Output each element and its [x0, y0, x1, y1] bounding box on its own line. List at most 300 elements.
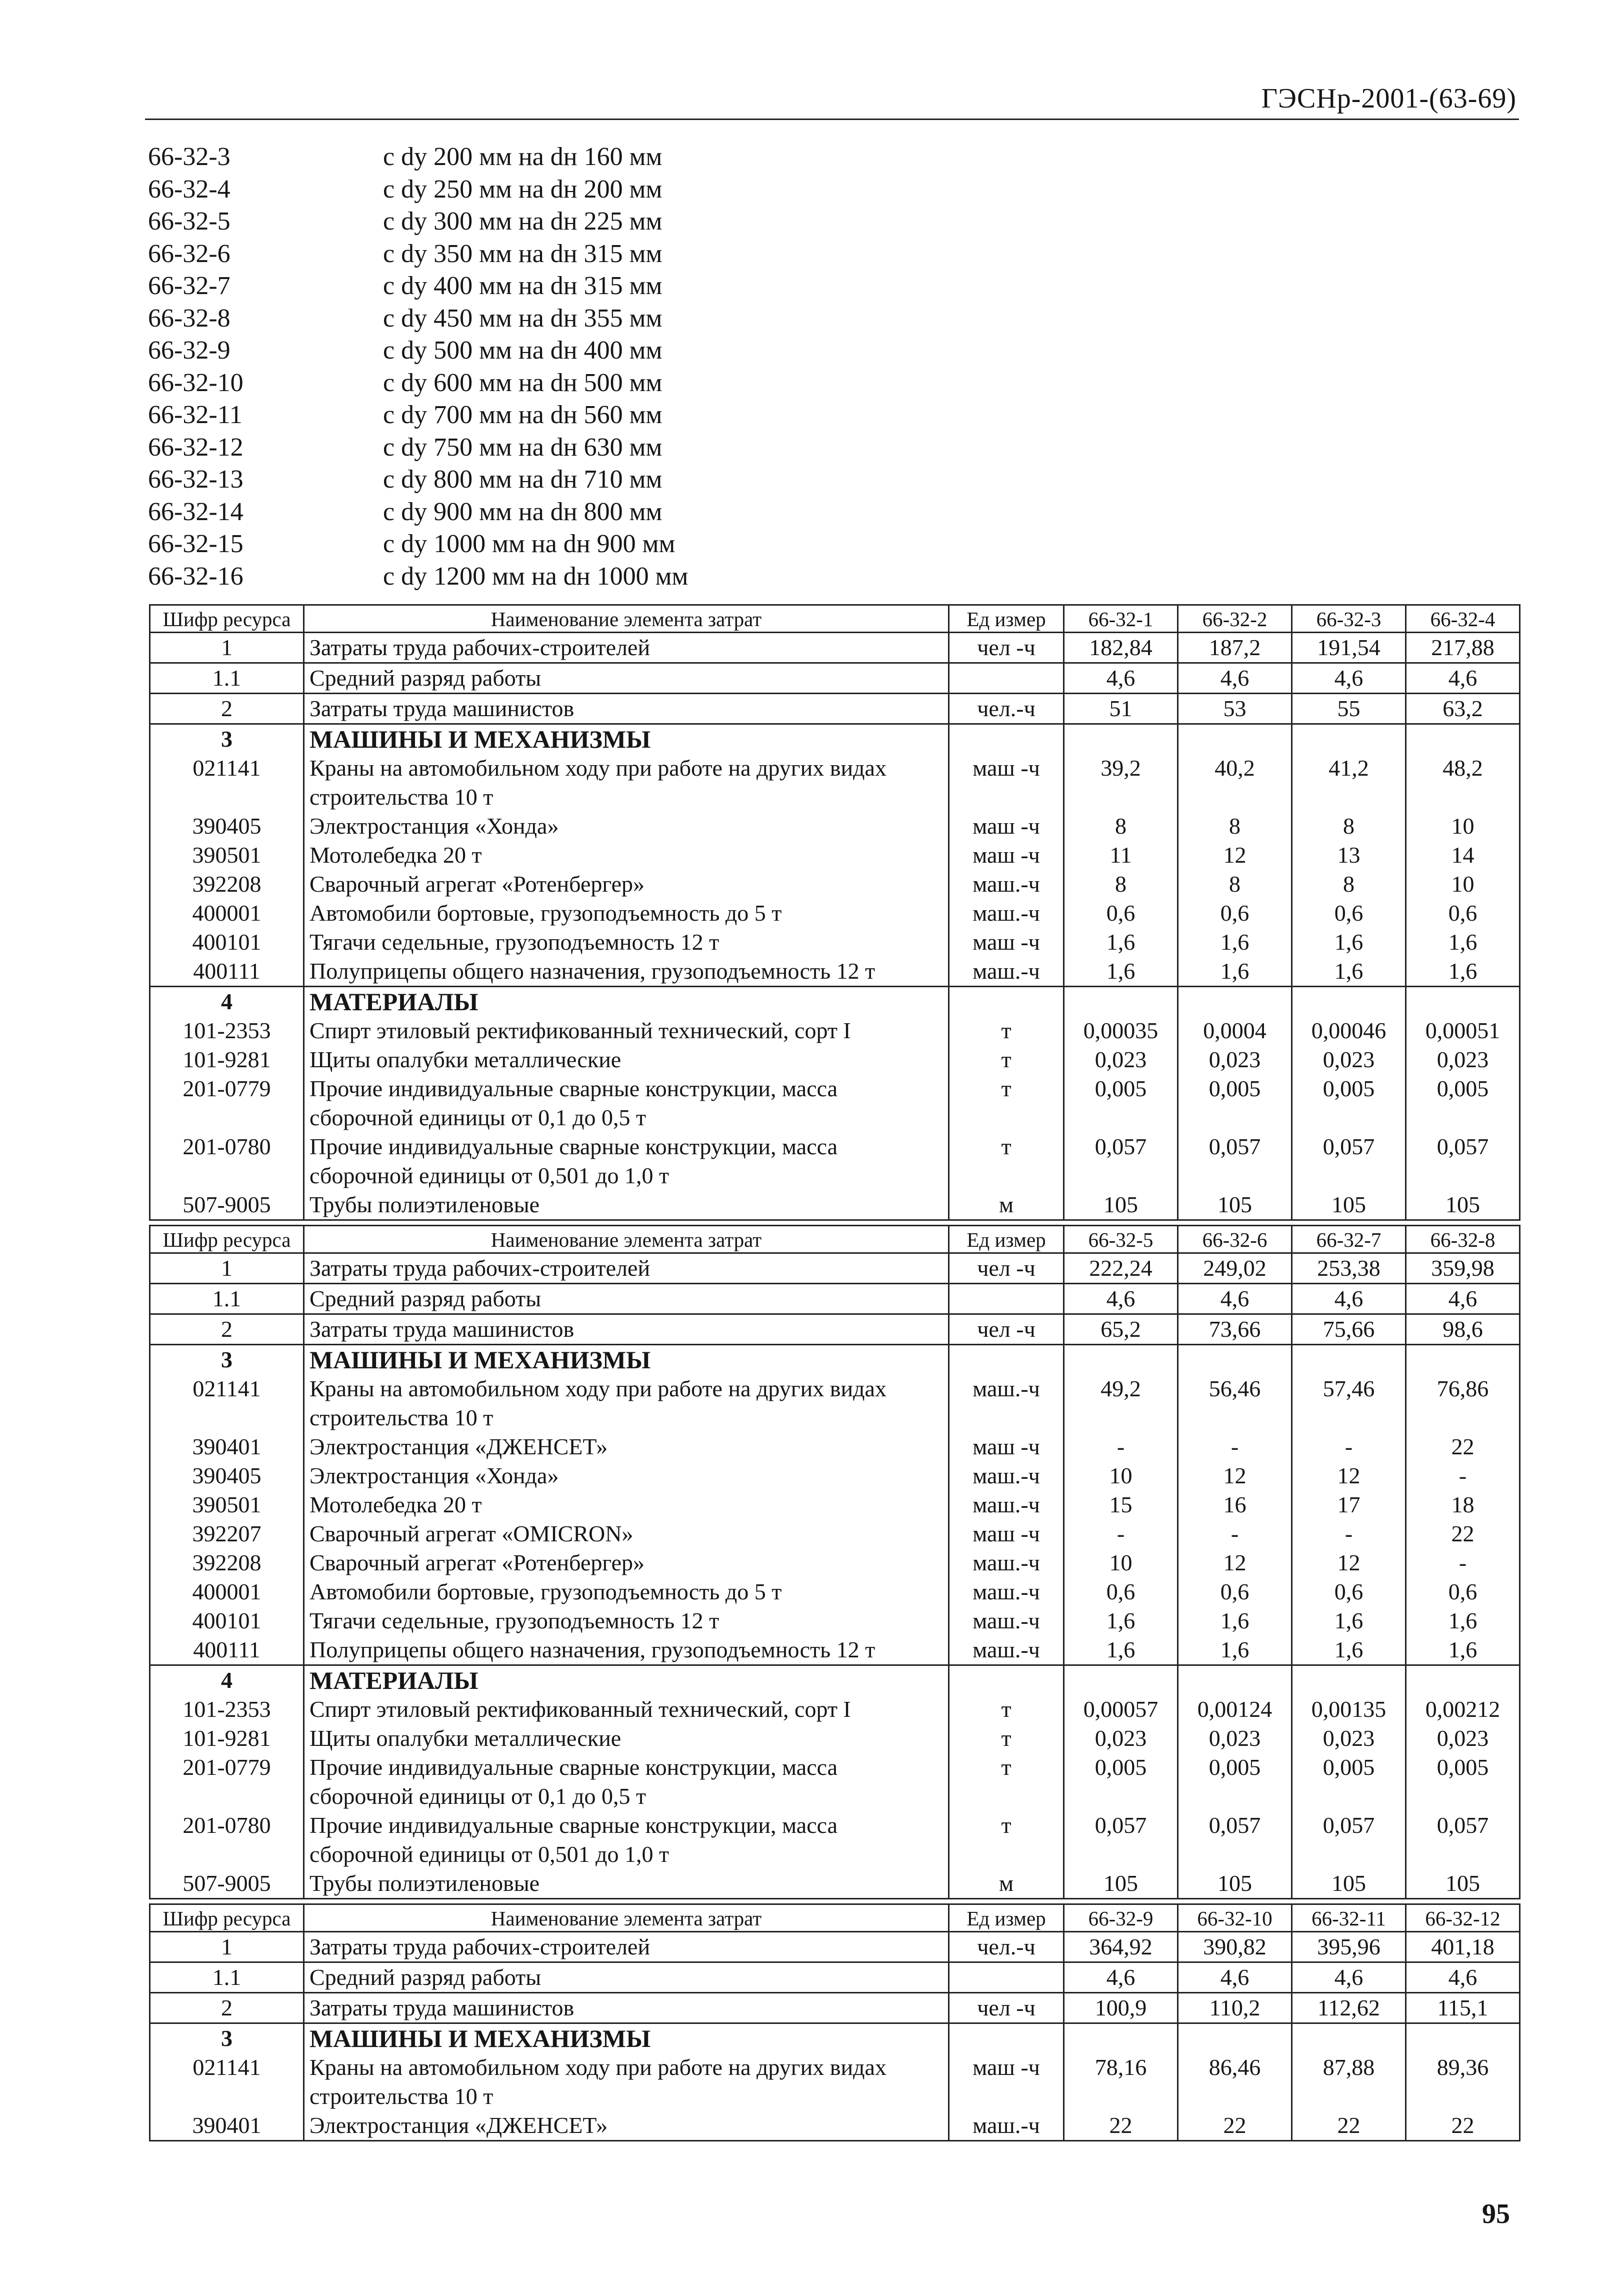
value-cell: 86,46 [1178, 2053, 1292, 2111]
value-cell: 0,00046 [1292, 1016, 1406, 1045]
value-cell: 16 [1178, 1490, 1292, 1519]
resource-code-cell: 400111 [150, 957, 304, 987]
value-cell: 18 [1406, 1490, 1520, 1519]
value-cell: 0,057 [1064, 1811, 1178, 1869]
table-row [150, 2111, 1520, 2141]
resource-name-cell: Электростанция «Хонда» [304, 1461, 949, 1490]
resource-name-cell: Затраты труда машинистов [304, 1993, 949, 2023]
header-cell: 66-32-1 [1064, 605, 1178, 633]
value-cell: 1,6 [1406, 1635, 1520, 1665]
value-cell: 110,2 [1178, 1993, 1292, 2023]
value-cell [1406, 2023, 1520, 2053]
value-cell: 0,005 [1406, 1753, 1520, 1811]
table-row [150, 899, 1520, 928]
table-row [150, 1869, 1520, 1899]
resource-table-2 [149, 1225, 1520, 1899]
code-list-item [148, 141, 688, 174]
resource-name-cell: Средний разряд работы [304, 663, 949, 694]
resource-code-cell: 392208 [150, 870, 304, 899]
value-cell: 0,00035 [1064, 1016, 1178, 1045]
unit-cell: т [949, 1045, 1064, 1074]
value-cell [1406, 987, 1520, 1017]
value-cell: 8 [1064, 870, 1178, 899]
code-list-code: 66-32-16 [148, 562, 244, 591]
resource-code-cell: 101-9281 [150, 1045, 304, 1074]
value-cell: 1,6 [1064, 928, 1178, 957]
table-row [150, 1932, 1520, 1962]
unit-cell: маш -ч [949, 928, 1064, 957]
value-cell: 78,16 [1064, 2053, 1178, 2111]
resource-code-cell: 400001 [150, 1577, 304, 1606]
table-row [150, 1753, 1520, 1811]
code-list-item [148, 528, 688, 561]
value-cell: 14 [1406, 841, 1520, 870]
table-body [150, 1932, 1520, 2141]
resource-name-cell: Автомобили бортовые, грузоподъемность до 5 т [304, 1577, 949, 1606]
value-cell: 1,6 [1178, 928, 1292, 957]
value-cell: 0,023 [1406, 1045, 1520, 1074]
header-cell: Ед измер [949, 1226, 1064, 1253]
value-cell: 10 [1406, 870, 1520, 899]
value-cell: 39,2 [1064, 754, 1178, 812]
value-cell: 22 [1064, 2111, 1178, 2141]
code-list-desc: с dу 200 мм на dн 160 мм [383, 143, 662, 171]
resource-code-cell: 1.1 [150, 1962, 304, 1993]
table-row [150, 633, 1520, 663]
table-row [150, 1577, 1520, 1606]
code-list [148, 141, 688, 593]
unit-cell [949, 1284, 1064, 1314]
header-cell: 66-32-12 [1406, 1904, 1520, 1932]
resource-code-cell: 201-0779 [150, 1753, 304, 1811]
resource-code-cell: 4 [150, 987, 304, 1017]
code-list-item [148, 206, 688, 238]
value-cell: 217,88 [1406, 633, 1520, 663]
value-cell: 76,86 [1406, 1374, 1520, 1432]
resource-name-cell: Краны на автомобильном ходу при работе на других видах строительства 10 т [304, 2053, 949, 2111]
table-row [150, 2053, 1520, 2111]
value-cell: 0,00124 [1178, 1695, 1292, 1724]
unit-cell: т [949, 1016, 1064, 1045]
code-list-desc: с dу 1000 мм на dн 900 мм [383, 530, 676, 558]
value-cell: 0,6 [1292, 899, 1406, 928]
value-cell: 0,005 [1292, 1753, 1406, 1811]
code-list-code: 66-32-10 [148, 368, 244, 397]
table-row [150, 1190, 1520, 1220]
unit-cell: чел.-ч [949, 1932, 1064, 1962]
resource-name-cell: Краны на автомобильном ходу при работе на других видах строительства 10 т [304, 754, 949, 812]
value-cell: 401,18 [1406, 1932, 1520, 1962]
document-code: ГЭСНр-2001-(63-69) [1261, 83, 1516, 114]
table-row [150, 1548, 1520, 1577]
table-body [150, 633, 1520, 1220]
resource-code-cell: 201-0780 [150, 1811, 304, 1869]
value-cell: 105 [1292, 1869, 1406, 1899]
code-list-item [148, 367, 688, 400]
unit-cell: маш.-ч [949, 957, 1064, 987]
code-list-desc: с dу 700 мм на dн 560 мм [383, 401, 662, 429]
unit-cell: маш -ч [949, 754, 1064, 812]
header-cell: Шифр ресурса [150, 1226, 304, 1253]
value-cell: 0,057 [1406, 1811, 1520, 1869]
value-cell: 8 [1064, 812, 1178, 841]
unit-cell: маш.-ч [949, 2111, 1064, 2141]
header-cell: 66-32-6 [1178, 1226, 1292, 1253]
section-title-cell: МАШИНЫ И МЕХАНИЗМЫ [304, 2023, 949, 2053]
value-cell: 0,057 [1292, 1811, 1406, 1869]
resource-name-cell: Краны на автомобильном ходу при работе на других видах строительства 10 т [304, 1374, 949, 1432]
page-number: 95 [1482, 2198, 1510, 2229]
value-cell: 249,02 [1178, 1253, 1292, 1284]
resource-name-cell: Мотолебедка 20 т [304, 841, 949, 870]
value-cell: 8 [1292, 812, 1406, 841]
resource-code-cell: 392208 [150, 1548, 304, 1577]
resource-code-cell: 390405 [150, 812, 304, 841]
resource-name-cell: Средний разряд работы [304, 1962, 949, 1993]
value-cell [1292, 1345, 1406, 1375]
value-cell [1178, 1665, 1292, 1695]
value-cell: 8 [1178, 812, 1292, 841]
value-cell: 0,023 [1178, 1724, 1292, 1753]
resource-name-cell: Спирт этиловый ректификованный технический, сорт I [304, 1016, 949, 1045]
value-cell: - [1292, 1519, 1406, 1548]
value-cell: 1,6 [1292, 928, 1406, 957]
table-row [150, 928, 1520, 957]
value-cell: 1,6 [1292, 1635, 1406, 1665]
table-row [150, 1374, 1520, 1432]
resource-code-cell: 1 [150, 1253, 304, 1284]
value-cell: 11 [1064, 841, 1178, 870]
value-cell: 0,023 [1406, 1724, 1520, 1753]
table-row [150, 1314, 1520, 1345]
value-cell: 1,6 [1406, 928, 1520, 957]
unit-cell: маш.-ч [949, 1635, 1064, 1665]
value-cell [1292, 1665, 1406, 1695]
resource-code-cell: 507-9005 [150, 1869, 304, 1899]
code-list-item [148, 303, 688, 335]
table-row [150, 2023, 1520, 2053]
table-body [150, 1253, 1520, 1899]
header-cell: Шифр ресурса [150, 605, 304, 633]
header-cell: 66-32-9 [1064, 1904, 1178, 1932]
resource-name-cell: Сварочный агрегат «OMICRON» [304, 1519, 949, 1548]
resource-code-cell: 507-9005 [150, 1190, 304, 1220]
unit-cell [949, 724, 1064, 754]
value-cell: 1,6 [1064, 957, 1178, 987]
value-cell: - [1406, 1461, 1520, 1490]
table-header-row [150, 1904, 1520, 1932]
unit-cell: т [949, 1695, 1064, 1724]
table-row [150, 1606, 1520, 1635]
resource-code-cell: 021141 [150, 754, 304, 812]
value-cell: 4,6 [1064, 1962, 1178, 1993]
value-cell: 8 [1178, 870, 1292, 899]
value-cell: 12 [1292, 1548, 1406, 1577]
unit-cell: чел -ч [949, 1993, 1064, 2023]
resource-code-cell: 400001 [150, 899, 304, 928]
value-cell: 1,6 [1064, 1606, 1178, 1635]
value-cell: 49,2 [1064, 1374, 1178, 1432]
unit-cell [949, 1665, 1064, 1695]
resource-name-cell: Прочие индивидуальные сварные конструкции, масса сборочной единицы от 0,501 до 1,0 т [304, 1811, 949, 1869]
resource-name-cell: Сварочный агрегат «Ротенбергер» [304, 870, 949, 899]
resource-code-cell: 390401 [150, 1432, 304, 1461]
value-cell: 57,46 [1292, 1374, 1406, 1432]
value-cell: 4,6 [1292, 1284, 1406, 1314]
code-list-desc: с dу 350 мм на dн 315 мм [383, 239, 662, 268]
code-list-desc: с dу 900 мм на dн 800 мм [383, 497, 662, 526]
code-list-code: 66-32-5 [148, 207, 230, 236]
value-cell: 53 [1178, 694, 1292, 724]
header-cell: 66-32-10 [1178, 1904, 1292, 1932]
resource-code-cell: 4 [150, 1665, 304, 1695]
value-cell: 4,6 [1178, 663, 1292, 694]
code-list-code: 66-32-6 [148, 239, 230, 268]
value-cell [1064, 1345, 1178, 1375]
resource-name-cell: Мотолебедка 20 т [304, 1490, 949, 1519]
code-list-desc: с dу 750 мм на dн 630 мм [383, 433, 662, 462]
value-cell: 253,38 [1292, 1253, 1406, 1284]
table-row [150, 1432, 1520, 1461]
resource-name-cell: Трубы полиэтиленовые [304, 1869, 949, 1899]
value-cell: 0,023 [1292, 1045, 1406, 1074]
unit-cell [949, 1345, 1064, 1375]
resource-name-cell: Полуприцепы общего назначения, грузоподъемность 12 т [304, 1635, 949, 1665]
table-row [150, 841, 1520, 870]
value-cell: - [1064, 1519, 1178, 1548]
value-cell: 115,1 [1406, 1993, 1520, 2023]
table-row [150, 1695, 1520, 1724]
resource-name-cell: Спирт этиловый ректификованный технический, сорт I [304, 1695, 949, 1724]
section-title-cell: МАШИНЫ И МЕХАНИЗМЫ [304, 724, 949, 754]
resource-code-cell: 021141 [150, 2053, 304, 2111]
table-row [150, 870, 1520, 899]
value-cell: 8 [1292, 870, 1406, 899]
code-list-desc: с dу 500 мм на dн 400 мм [383, 336, 662, 365]
value-cell: 0,023 [1178, 1045, 1292, 1074]
table-row [150, 812, 1520, 841]
code-list-item [148, 432, 688, 464]
value-cell: 0,6 [1064, 1577, 1178, 1606]
unit-cell: маш -ч [949, 812, 1064, 841]
value-cell: - [1406, 1548, 1520, 1577]
value-cell: 0,6 [1178, 1577, 1292, 1606]
value-cell: 22 [1178, 2111, 1292, 2141]
table-header-row [150, 605, 1520, 633]
value-cell: 73,66 [1178, 1314, 1292, 1345]
header-cell: Наименование элемента затрат [304, 1226, 949, 1253]
code-list-desc: с dу 400 мм на dн 315 мм [383, 272, 662, 300]
value-cell: 105 [1292, 1190, 1406, 1220]
table-row [150, 724, 1520, 754]
value-cell: 0,00212 [1406, 1695, 1520, 1724]
value-cell: 390,82 [1178, 1932, 1292, 1962]
value-cell: 0,005 [1178, 1753, 1292, 1811]
resource-table-3 [149, 1903, 1520, 2141]
section-title-cell: МАТЕРИАЛЫ [304, 1665, 949, 1695]
resource-name-cell: Сварочный агрегат «Ротенбергер» [304, 1548, 949, 1577]
value-cell: 4,6 [1064, 1284, 1178, 1314]
value-cell: 51 [1064, 694, 1178, 724]
table-row [150, 987, 1520, 1017]
header-cell: 66-32-5 [1064, 1226, 1178, 1253]
header-cell: 66-32-7 [1292, 1226, 1406, 1253]
resource-name-cell: Прочие индивидуальные сварные конструкции, масса сборочной единицы от 0,1 до 0,5 т [304, 1074, 949, 1132]
resource-name-cell: Средний разряд работы [304, 1284, 949, 1314]
value-cell: 0,023 [1064, 1045, 1178, 1074]
resource-name-cell: Затраты труда машинистов [304, 1314, 949, 1345]
resource-code-cell: 2 [150, 1993, 304, 2023]
resource-code-cell: 101-2353 [150, 1016, 304, 1045]
unit-cell: чел -ч [949, 1253, 1064, 1284]
resource-name-cell: Прочие индивидуальные сварные конструкции, масса сборочной единицы от 0,1 до 0,5 т [304, 1753, 949, 1811]
unit-cell [949, 1962, 1064, 1993]
value-cell: 0,057 [1406, 1132, 1520, 1190]
resource-name-cell: Затраты труда рабочих-строителей [304, 1932, 949, 1962]
value-cell: 4,6 [1292, 663, 1406, 694]
value-cell: 1,6 [1064, 1635, 1178, 1665]
table-row [150, 663, 1520, 694]
value-cell: - [1178, 1432, 1292, 1461]
resource-code-cell: 3 [150, 1345, 304, 1375]
value-cell: - [1178, 1519, 1292, 1548]
value-cell: 0,023 [1064, 1724, 1178, 1753]
resource-name-cell: Затраты труда машинистов [304, 694, 949, 724]
resource-code-cell: 400101 [150, 1606, 304, 1635]
unit-cell: маш.-ч [949, 1577, 1064, 1606]
value-cell: 12 [1178, 1461, 1292, 1490]
value-cell: 63,2 [1406, 694, 1520, 724]
resource-name-cell: Тягачи седельные, грузоподъемность 12 т [304, 928, 949, 957]
value-cell: 1,6 [1178, 1606, 1292, 1635]
resource-code-cell: 2 [150, 1314, 304, 1345]
value-cell: 87,88 [1292, 2053, 1406, 2111]
value-cell [1178, 987, 1292, 1017]
value-cell: 105 [1178, 1190, 1292, 1220]
unit-cell: маш.-ч [949, 1606, 1064, 1635]
value-cell: 0,005 [1064, 1753, 1178, 1811]
table-row [150, 1962, 1520, 1993]
header-cell: 66-32-8 [1406, 1226, 1520, 1253]
value-cell: 0,057 [1178, 1811, 1292, 1869]
resource-name-cell: Прочие индивидуальные сварные конструкции, масса сборочной единицы от 0,501 до 1,0 т [304, 1132, 949, 1190]
value-cell: 10 [1406, 812, 1520, 841]
resource-name-cell: Электростанция «ДЖЕНСЕТ» [304, 1432, 949, 1461]
table-row [150, 1665, 1520, 1695]
table-row [150, 1635, 1520, 1665]
value-cell: 0,005 [1178, 1074, 1292, 1132]
value-cell: 105 [1406, 1869, 1520, 1899]
unit-cell: чел -ч [949, 633, 1064, 663]
value-cell: 105 [1178, 1869, 1292, 1899]
table-row [150, 1993, 1520, 2023]
value-cell: 1,6 [1292, 957, 1406, 987]
unit-cell [949, 663, 1064, 694]
code-list-item [148, 270, 688, 303]
value-cell: 0,00135 [1292, 1695, 1406, 1724]
value-cell: 10 [1064, 1548, 1178, 1577]
value-cell: 4,6 [1406, 1962, 1520, 1993]
value-cell: - [1064, 1432, 1178, 1461]
resource-code-cell: 201-0779 [150, 1074, 304, 1132]
value-cell [1406, 1665, 1520, 1695]
value-cell: 22 [1292, 2111, 1406, 2141]
value-cell [1292, 2023, 1406, 2053]
section-title-cell: МАШИНЫ И МЕХАНИЗМЫ [304, 1345, 949, 1375]
resource-name-cell: Тягачи седельные, грузоподъемность 12 т [304, 1606, 949, 1635]
resource-code-cell: 390501 [150, 841, 304, 870]
value-cell [1406, 724, 1520, 754]
unit-cell: маш.-ч [949, 899, 1064, 928]
unit-cell: маш.-ч [949, 1548, 1064, 1577]
table-row [150, 1724, 1520, 1753]
unit-cell: маш -ч [949, 841, 1064, 870]
unit-cell: маш -ч [949, 2053, 1064, 2111]
table-row [150, 1811, 1520, 1869]
value-cell: 12 [1292, 1461, 1406, 1490]
unit-cell: маш -ч [949, 1432, 1064, 1461]
code-list-item [148, 174, 688, 206]
resource-name-cell: Щиты опалубки металлические [304, 1045, 949, 1074]
code-list-desc: с dу 600 мм на dн 500 мм [383, 368, 662, 397]
resource-code-cell: 201-0780 [150, 1132, 304, 1190]
code-list-desc: с dу 300 мм на dн 225 мм [383, 207, 662, 236]
value-cell: 17 [1292, 1490, 1406, 1519]
value-cell: 4,6 [1064, 663, 1178, 694]
value-cell [1406, 1345, 1520, 1375]
resource-code-cell: 1.1 [150, 663, 304, 694]
value-cell: 0,0004 [1178, 1016, 1292, 1045]
value-cell [1064, 987, 1178, 1017]
value-cell: 0,00051 [1406, 1016, 1520, 1045]
value-cell [1292, 987, 1406, 1017]
unit-cell: т [949, 1753, 1064, 1811]
resource-name-cell: Затраты труда рабочих-строителей [304, 1253, 949, 1284]
value-cell: 0,023 [1292, 1724, 1406, 1753]
value-cell: 10 [1064, 1461, 1178, 1490]
resource-code-cell: 390401 [150, 2111, 304, 2141]
unit-cell: маш -ч [949, 1519, 1064, 1548]
table-row [150, 1519, 1520, 1548]
code-list-item [148, 335, 688, 367]
value-cell: 1,6 [1178, 1635, 1292, 1665]
code-list-code: 66-32-15 [148, 530, 244, 558]
resource-code-cell: 400111 [150, 1635, 304, 1665]
code-list-item [148, 496, 688, 529]
resource-code-cell: 2 [150, 694, 304, 724]
resource-code-cell: 390501 [150, 1490, 304, 1519]
value-cell: 105 [1064, 1190, 1178, 1220]
value-cell: 0,6 [1406, 1577, 1520, 1606]
code-list-desc: с dу 450 мм на dн 355 мм [383, 304, 662, 333]
table-row [150, 694, 1520, 724]
table-header-row [150, 1226, 1520, 1253]
value-cell: 12 [1178, 841, 1292, 870]
unit-cell: маш.-ч [949, 870, 1064, 899]
unit-cell [949, 987, 1064, 1017]
value-cell: 0,057 [1292, 1132, 1406, 1190]
value-cell [1178, 2023, 1292, 2053]
resource-name-cell: Трубы полиэтиленовые [304, 1190, 949, 1220]
unit-cell: м [949, 1190, 1064, 1220]
resource-code-cell: 101-2353 [150, 1695, 304, 1724]
value-cell [1064, 724, 1178, 754]
header-cell: Ед измер [949, 605, 1064, 633]
code-list-item [148, 399, 688, 432]
table-row [150, 1074, 1520, 1132]
value-cell: 98,6 [1406, 1314, 1520, 1345]
resource-code-cell: 3 [150, 724, 304, 754]
